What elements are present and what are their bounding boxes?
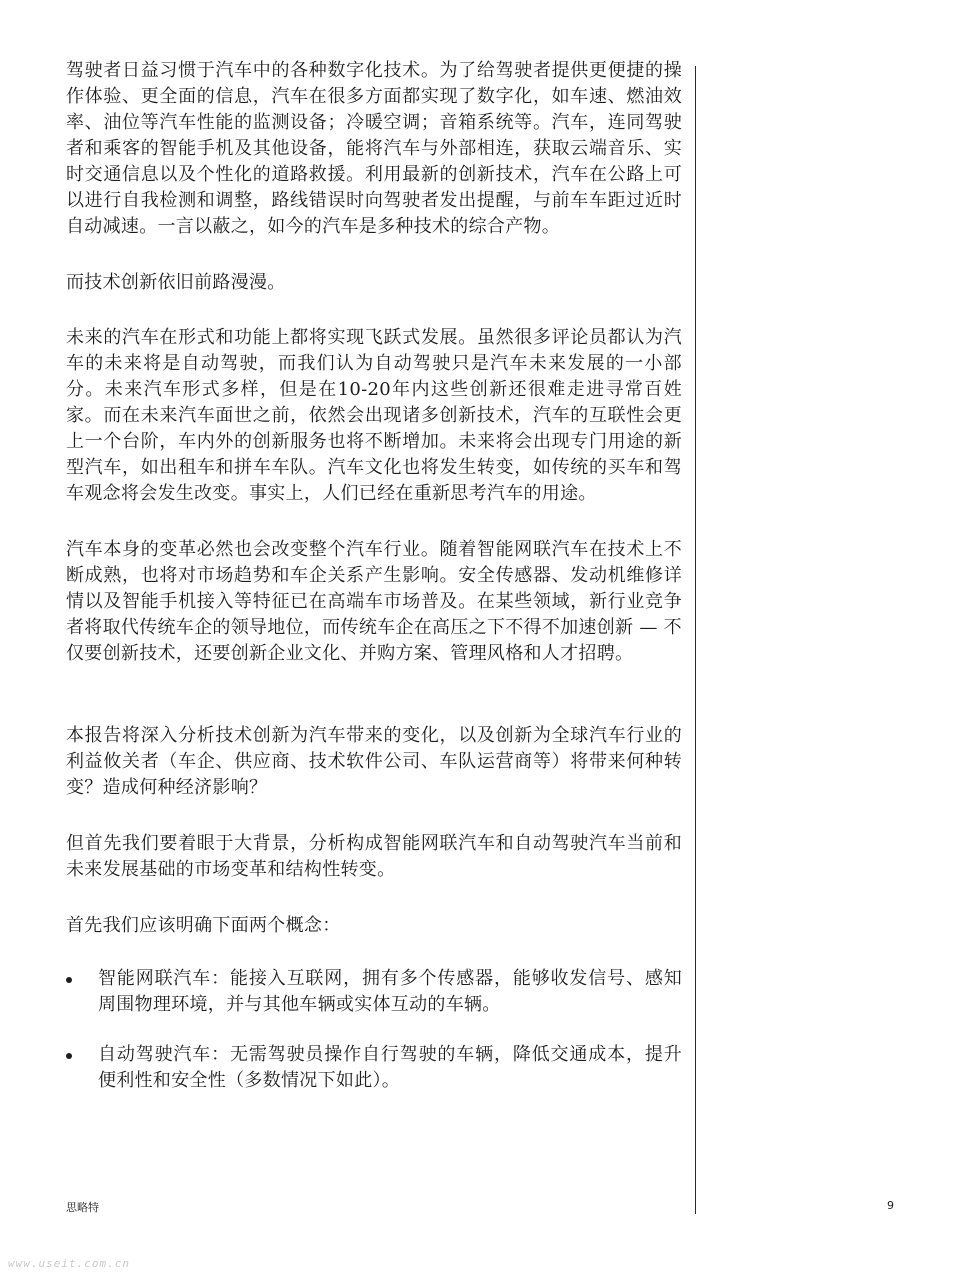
bullet-icon [66,977,72,983]
footer-publisher: 思略特 [66,1201,99,1214]
list-item [66,1042,682,1094]
paragraph-background: 但首先我们要着眼于大背景，分析构成智能网联汽车和自动驾驶汽车当前和未来发展基础的市场变革和结构性转变。 [66,833,682,880]
page-number: 9 [887,1199,894,1212]
bullet-text-autonomous-car: 自动驾驶汽车：无需驾驶员操作自行驾驶的车辆，降低交通成本，提升便利性和安全性（多数情况下如此）。 [98,1044,682,1091]
paragraph-digital-tech: 驾驶者日益习惯于汽车中的各种数字化技术。为了给驾驶者提供更便捷的操作体验、更全面的信息，汽车在很多方面都实现了数字化，如车速、燃油效率、油位等汽车性能的监测设备；冷暖空调；音箱系统等。汽车，连同驾驶者和乘客的智能手机及其他设备，能将汽车与外部相连，获取云端音乐、实时交通信息以及个性化的道路救援。利用最新的创新技术，汽车在公路上可以进行自我检测和调整，路线错误时向驾驶者发出提醒，与前车车距过近时自动减速。一言以蔽之，如今的汽车是多种技术的综合产物。 [66,60,682,237]
paragraph-future-cars: 未来的汽车在形式和功能上都将实现飞跃式发展。虽然很多评论员都认为汽车的未来将是自动驾驶，而我们认为自动驾驶只是汽车未来发展的一小部分。未来汽车形式多样，但是在10-20年内这些创新还很难走进寻常百姓家。而在未来汽车面世之前，依然会出现诸多创新技术，汽车的互联性会更上一个台阶，车内外的创新服务也将不断增加。未来将会出现专门用途的新型汽车，如出租车和拼车车队。汽车文化也将发生转变，如传统的买车和驾车观念将会发生改变。事实上，人们已经在重新思考汽车的用途。 [66,327,682,504]
watermark: www.useit.com.cn [8,1257,130,1270]
paragraph-industry-change: 汽车本身的变革必然也会改变整个汽车行业。随着智能网联汽车在技术上不断成熟，也将对市场趋势和车企关系产生影响。安全传感器、发动机维修详情以及智能手机接入等特征已在高端车市场普及。在某些领域，新行业竞争者将取代传统车企的领导地位，而传统车企在高压之下不得不加速创新 — 不仅要创新技术，还要创新企业文化、并购方案、管理风格和人才招聘。 [66,539,682,664]
column-divider [695,66,696,1214]
bullet-text-connected-car: 智能网联汽车：能接入互联网，拥有多个传感器，能够收发信号、感知周围物理环境，并与其他车辆或实体互动的车辆。 [98,968,682,1015]
bullet-icon [66,1053,72,1059]
paragraph-report-scope: 本报告将深入分析技术创新为汽车带来的变化，以及创新为全球汽车行业的利益攸关者（车企、供应商、技术软件公司、车队运营商等）将带来何种转变？造成何种经济影响？ [66,725,682,798]
paragraph-concepts-intro: 首先我们应该明确下面两个概念： [66,915,341,936]
paragraph-innovation-road: 而技术创新依旧前路漫漫。 [66,272,286,293]
body-text [66,58,682,1118]
concept-list [66,966,682,1094]
list-item [66,966,682,1018]
